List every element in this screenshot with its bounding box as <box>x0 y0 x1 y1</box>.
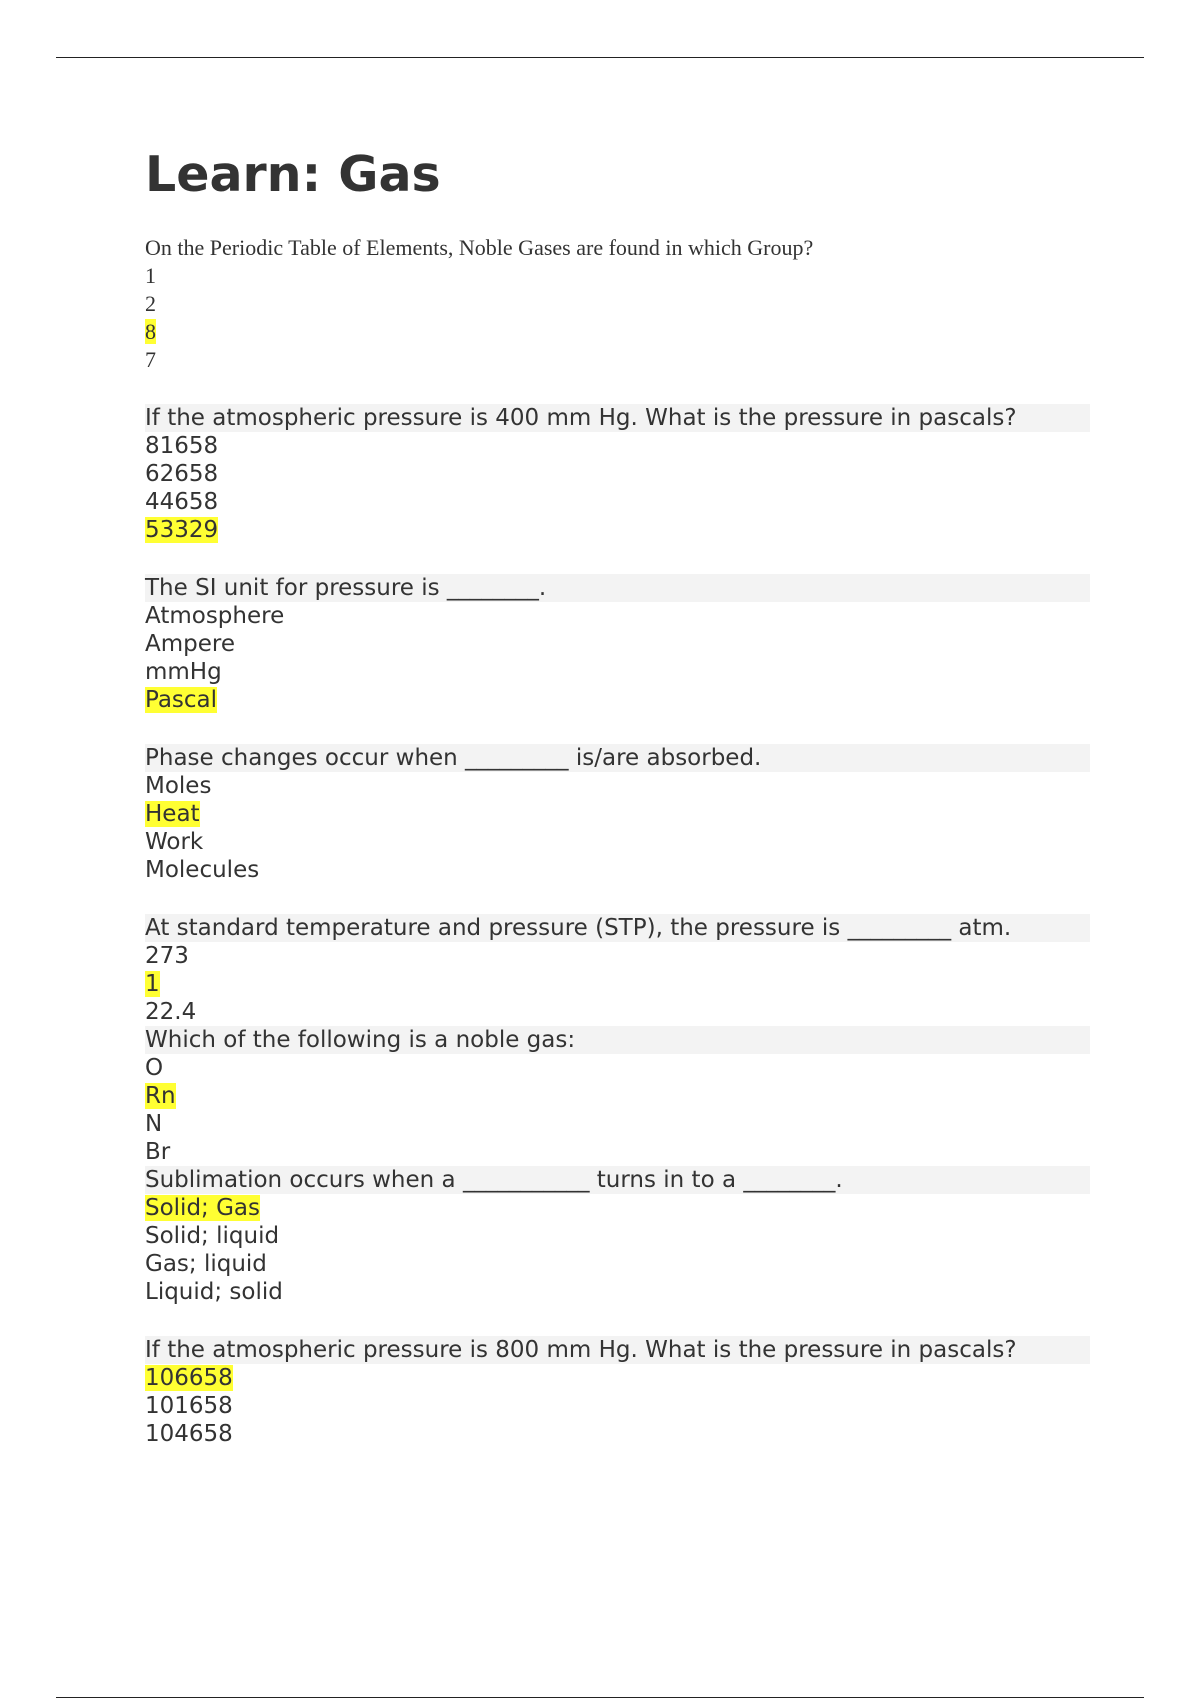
question-text: If the atmospheric pressure is 400 mm Hg. What is the pressure in pascals? <box>145 404 1090 432</box>
answer-option: 44658 <box>145 489 219 515</box>
option-list <box>145 602 1090 714</box>
answer-option: 81658 <box>145 433 219 459</box>
answer-option: Moles <box>145 773 212 799</box>
answer-option: Liquid; solid <box>145 1279 283 1305</box>
question-block <box>145 404 1090 544</box>
question-text: Sublimation occurs when a ___________ turns in to a ________. <box>145 1166 1090 1194</box>
answer-option: O <box>145 1055 164 1081</box>
highlighted-answer-option: 53329 <box>145 517 219 543</box>
answer-option: 2 <box>145 291 156 316</box>
option-list <box>145 942 1090 1026</box>
answer-option: Solid; liquid <box>145 1223 280 1249</box>
bottom-rule <box>56 1697 1144 1698</box>
highlighted-answer-option: Solid; Gas <box>145 1195 261 1221</box>
question-block <box>145 914 1090 1026</box>
highlighted-answer-option: Heat <box>145 801 200 827</box>
answer-option: Work <box>145 829 204 855</box>
question-text: Phase changes occur when _________ is/are absorbed. <box>145 744 1090 772</box>
answer-option: 7 <box>145 347 156 372</box>
question-text: On the Periodic Table of Elements, Noble Gases are found in which Group? <box>145 235 814 260</box>
question-block <box>145 1166 1090 1306</box>
highlighted-answer-option: 106658 <box>145 1365 233 1391</box>
option-list <box>145 432 1090 544</box>
question-text: Which of the following is a noble gas: <box>145 1026 1090 1054</box>
option-list <box>145 772 1090 884</box>
answer-option: Ampere <box>145 631 235 657</box>
top-rule <box>56 57 1144 58</box>
highlighted-answer-option: Pascal <box>145 687 218 713</box>
answer-option: 1 <box>145 263 156 288</box>
question-block <box>145 574 1090 714</box>
highlighted-answer-option: Rn <box>145 1083 176 1109</box>
option-list <box>145 262 1090 374</box>
option-list <box>145 1194 1090 1306</box>
document-body <box>145 140 1090 1448</box>
question-text: The SI unit for pressure is ________. <box>145 574 1090 602</box>
question-block <box>145 744 1090 884</box>
answer-option: Atmosphere <box>145 603 285 629</box>
answer-option: 62658 <box>145 461 219 487</box>
answer-option: Gas; liquid <box>145 1251 267 1277</box>
highlighted-answer-option: 8 <box>145 319 156 344</box>
answer-option: 273 <box>145 943 189 969</box>
answer-option: Br <box>145 1139 171 1165</box>
question-block <box>145 1026 1090 1166</box>
answer-option: 101658 <box>145 1393 233 1419</box>
page-title: Learn: Gas <box>145 146 441 203</box>
option-list <box>145 1054 1090 1166</box>
answer-option: N <box>145 1111 163 1137</box>
question-text: If the atmospheric pressure is 800 mm Hg. What is the pressure in pascals? <box>145 1336 1090 1364</box>
highlighted-answer-option: 1 <box>145 971 160 997</box>
question-text: At standard temperature and pressure (STP), the pressure is _________ atm. <box>145 914 1090 942</box>
answer-option: 22.4 <box>145 999 197 1025</box>
question-block <box>145 1336 1090 1448</box>
option-list <box>145 1364 1090 1448</box>
answer-option: mmHg <box>145 659 222 685</box>
question-block <box>145 234 1090 374</box>
answer-option: 104658 <box>145 1421 233 1447</box>
answer-option: Molecules <box>145 857 260 883</box>
